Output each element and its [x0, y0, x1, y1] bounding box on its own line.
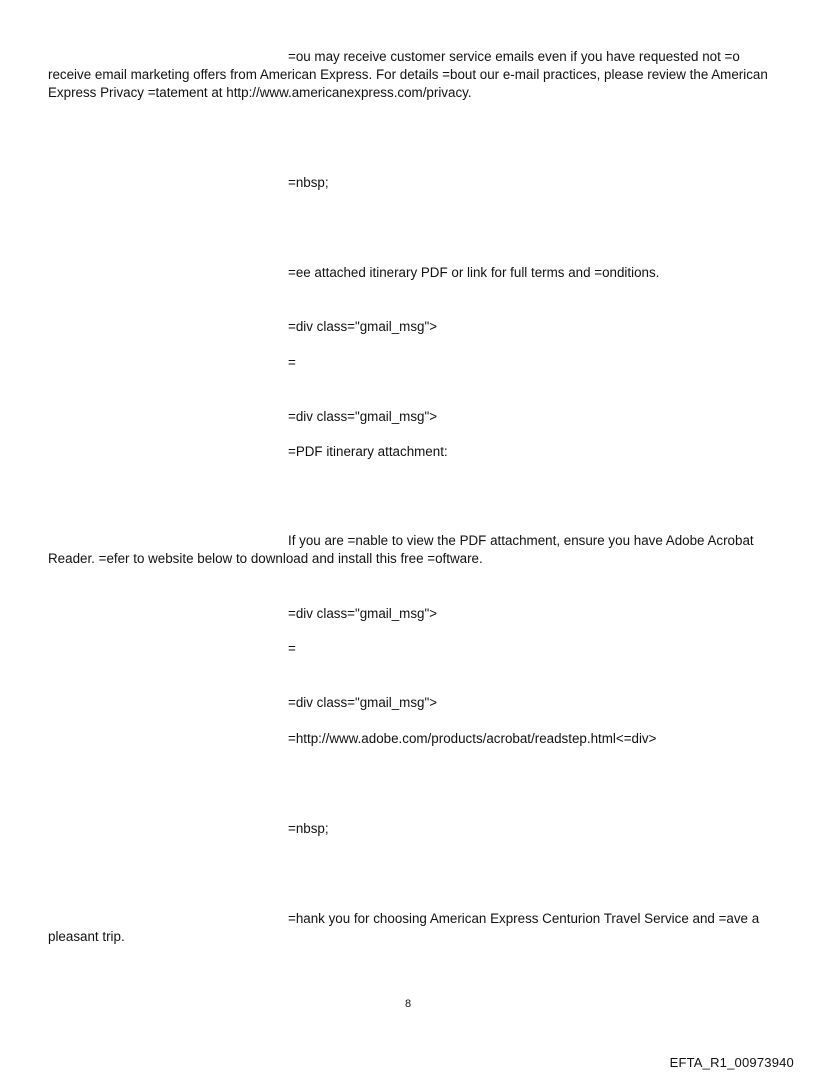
- see-attached-line: =ee attached itinerary PDF or link for full terms and =onditions.: [288, 265, 660, 280]
- div-tag-line: =div class="gmail_msg">: [288, 606, 438, 621]
- thank-you-paragraph: =hank you for choosing American Express Centurion Travel Service and =ave a pleasant trip.: [48, 911, 760, 944]
- unable-to-view-paragraph: If you are =nable to view the PDF attachment, ensure you have Adobe Acrobat Reader. =efer to website below to download and install this free =oftware.: [48, 533, 754, 566]
- div-tag-line: =div class="gmail_msg">: [288, 695, 438, 710]
- pdf-attachment-line: =PDF itinerary attachment:: [288, 444, 448, 459]
- bates-number: EFTA_R1_00973940: [669, 1055, 794, 1070]
- nbsp-line: =nbsp;: [288, 175, 329, 190]
- adobe-link-line: =http://www.adobe.com/products/acrobat/readstep.html<=div>: [288, 731, 657, 746]
- equals-line: =: [288, 641, 296, 656]
- div-tag-line: =div class="gmail_msg">: [288, 319, 438, 334]
- page-number: 8: [404, 998, 412, 1010]
- div-tag-line: =div class="gmail_msg">: [288, 409, 438, 424]
- nbsp-line: =nbsp;: [288, 821, 329, 836]
- privacy-paragraph: =ou may receive customer service emails even if you have requested not =o receive email marketing offers from American Express. For details =bout our e-mail practices, please review the American Express Privacy =tatement at http://www.americanexpress.com/privacy.: [48, 49, 768, 100]
- equals-line: =: [288, 355, 296, 370]
